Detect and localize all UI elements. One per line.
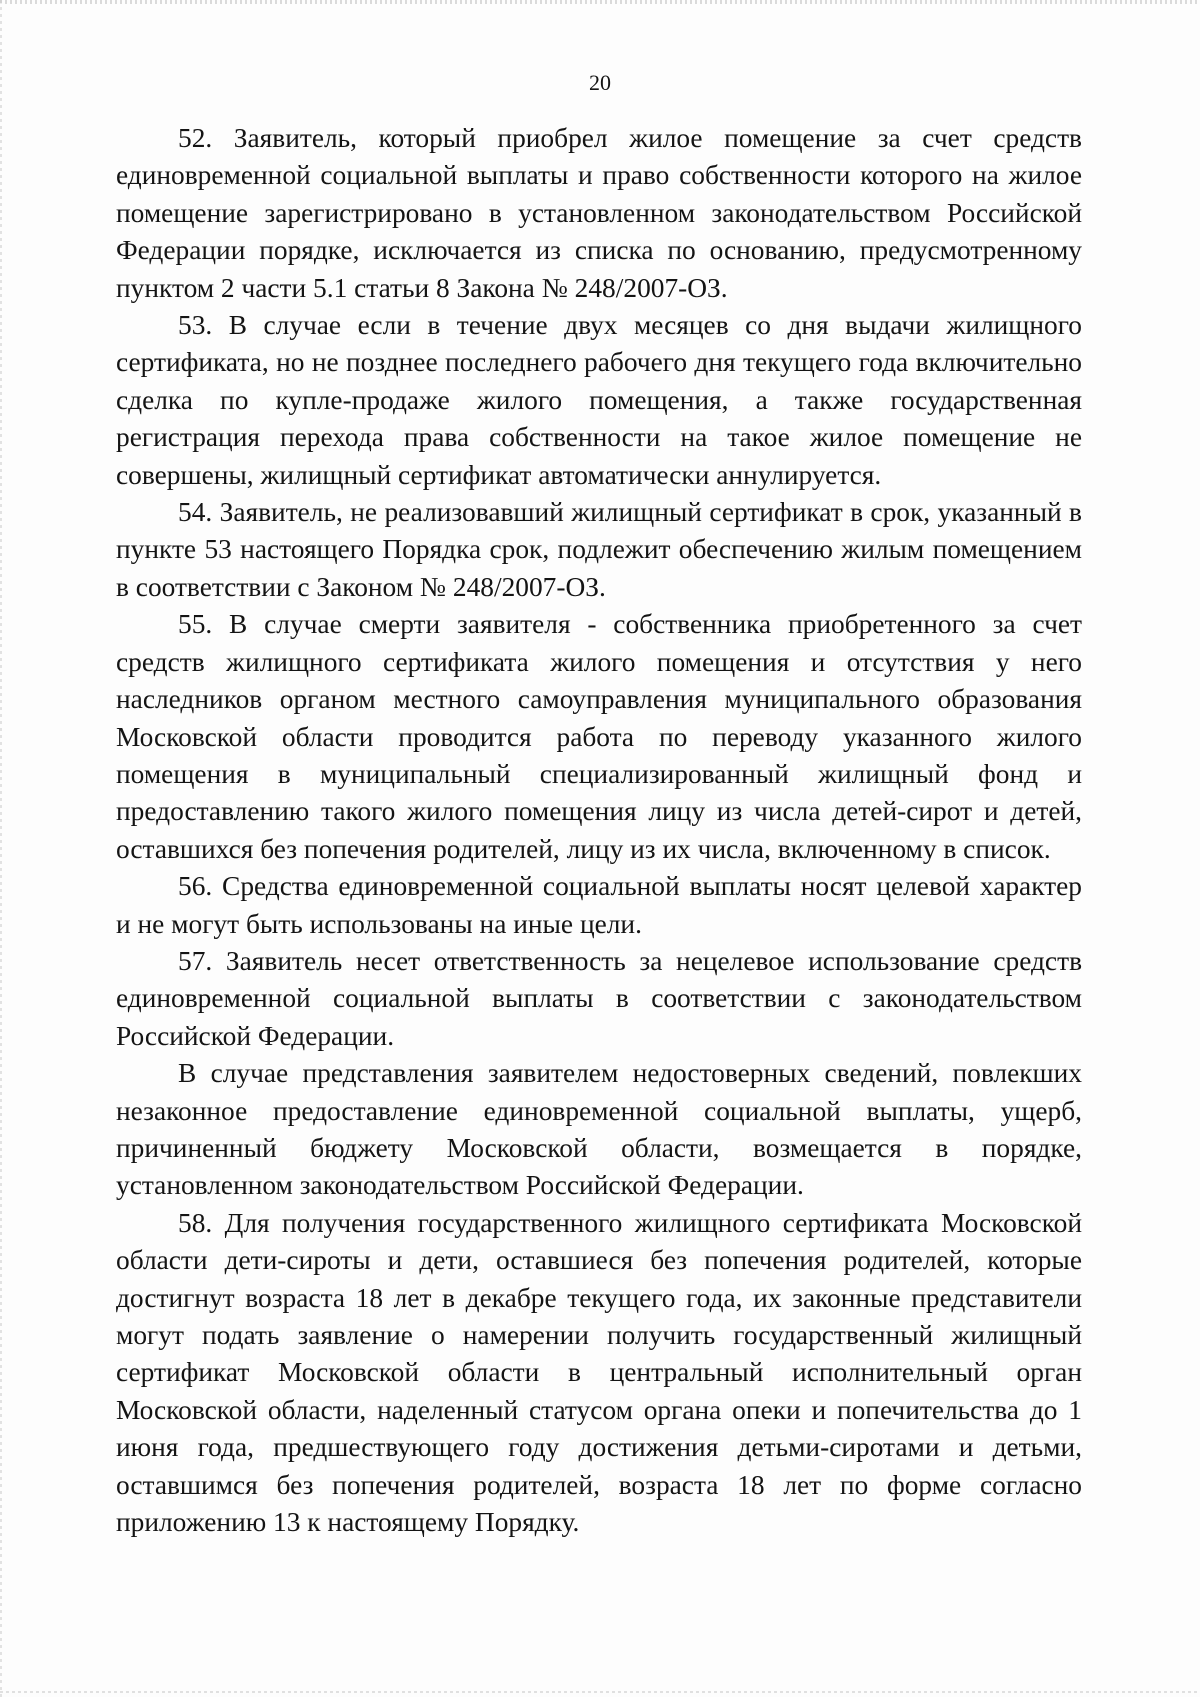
paragraph-56: 56. Средства единовременной социальной выплаты носят целевой характер и не могут быть использованы на иные цели. [116,871,1082,939]
scan-edge-top [0,0,1200,4]
paragraph-54: 54. Заявитель, не реализовавший жилищный сертификат в срок, указанный в пункте 53 настоящего Порядка срок, подлежит обеспечению жилым помещением в соответствии с Законом № 248/2007-ОЗ. [116,497,1082,602]
page-number: 20 [589,70,611,95]
scan-edge-left [0,0,2,1697]
paragraph-57-continuation: В случае представления заявителем недостоверных сведений, повлекших незаконное предоставление единовременной социальной выплаты, ущерб, причиненный бюджету Московской области, возмещается в порядке, установленном законодательством Российской Федерации. [116,1058,1082,1201]
paragraph-52: 52. Заявитель, который приобрел жилое помещение за счет средств единовременной социальной выплаты и право собственности которого на жилое помещение зарегистрировано в установленном законодательством Российской Федерации порядке, исключается из списка по основанию, предусмотренному пунктом 2 части 5.1 статьи 8 Закона № 248/2007-ОЗ. [116,123,1082,303]
paragraph-58: 58. Для получения государственного жилищного сертификата Московской области дети-сироты и дети, оставшиеся без попечения родителей, которые достигнут возраста 18 лет в декабре текущего года, их законные представители могут подать заявление о намерении получить государственный жилищный сертификат Московской области в центральный исполнительный орган Московской области, наделенный статусом органа опеки и попечительства до 1 июня года, предшествующего году достижения детьми-сиротами и детьми, оставшимся без попечения родителей, возраста 18 лет по форме согласно приложению 13 к настоящему Порядку. [116,1207,1082,1538]
document-body [116,120,1082,1541]
paragraph-53: 53. В случае если в течение двух месяцев со дня выдачи жилищного сертификата, но не позднее последнего рабочего дня текущего года включительно сделка по купле-продаже жилого помещения, а также государственная регистрация перехода права собственности на такое жилое помещение не совершены, жилищный сертификат автоматически аннулируется. [116,310,1082,490]
paragraph-55: 55. В случае смерти заявителя - собственника приобретенного за счет средств жилищного сертификата жилого помещения и отсутствия у него наследников органом местного самоуправления муниципального образования Московской области проводится работа по переводу указанного жилого помещения в муниципальный специализированный жилищный фонд и предоставлению такого жилого помещения лицу из числа детей-сирот и детей, оставшихся без попечения родителей, лицу из их числа, включенному в список. [116,609,1082,864]
scan-edge-bottom [0,1691,1200,1693]
paragraph-57: 57. Заявитель несет ответственность за нецелевое использование средств единовременной социальной выплаты в соответствии с законодательством Российской Федерации. [116,945,1082,1051]
